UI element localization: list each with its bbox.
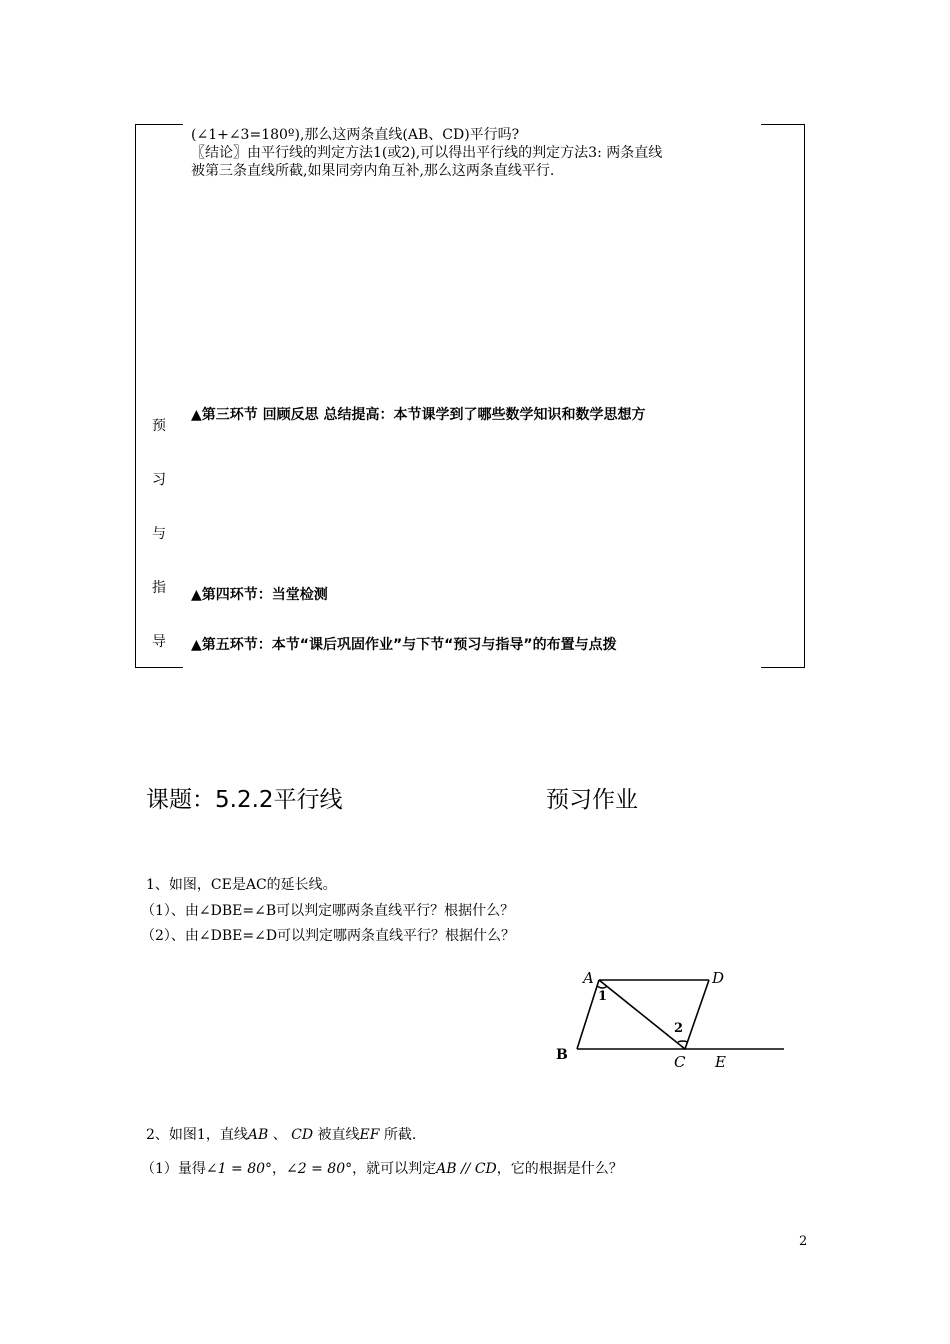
q2-line-ef: EF — [359, 1127, 380, 1143]
q2-pre: 2、如图1，直线 — [146, 1127, 248, 1143]
label-angle-1: 1 — [598, 989, 608, 1004]
q2-comma: ， — [272, 1161, 287, 1177]
q2-line-cd: CD — [291, 1127, 314, 1143]
segment-dc — [685, 980, 709, 1049]
q2-parallel: AB // CD — [436, 1161, 497, 1177]
segment-ac — [599, 980, 685, 1049]
side-char-3: 与 — [152, 526, 166, 542]
angle-1-arc — [597, 986, 607, 988]
page-number: 2 — [799, 1234, 808, 1249]
side-char-2: 习 — [152, 472, 166, 488]
label-a: A — [583, 969, 594, 987]
frame-right-border — [804, 124, 805, 668]
q1-part-2: （2）、由∠DBE=∠D可以判定哪两条直线平行？根据什么？ — [141, 928, 516, 944]
q2-p1-mid: ，就可以判定 — [352, 1161, 437, 1177]
q2-p1-post: ，它的根据是什么？ — [496, 1161, 623, 1177]
frame-bottom-left-tick — [135, 667, 183, 668]
frame-top-right-tick — [761, 124, 805, 125]
q2-line-ab: AB — [247, 1127, 269, 1143]
q2-sep: 、 — [272, 1127, 287, 1143]
label-angle-2: 2 — [674, 1021, 684, 1036]
box-line-2: 〖结论〗由平行线的判定方法1(或2),可以得出平行线的判定方法3: 两条直线 — [191, 145, 663, 161]
q2-angle-2: ∠2 = 80° — [286, 1161, 353, 1177]
frame-top-left-tick — [135, 124, 183, 125]
label-d: D — [712, 969, 725, 987]
label-e: E — [715, 1053, 726, 1071]
section-4-heading: ▲第四环节：当堂检测 — [191, 587, 328, 603]
side-char-5: 导 — [152, 634, 166, 650]
label-b: B — [556, 1047, 568, 1063]
side-char-1: 预 — [152, 418, 166, 434]
box-line-1: (∠1+∠3=180º),那么这两条直线(AB、CD)平行吗? — [191, 127, 520, 143]
segment-ab — [577, 980, 599, 1049]
frame-bottom-right-tick — [761, 667, 805, 668]
side-char-4: 指 — [152, 580, 166, 596]
box-line-3: 被第三条直线所截,如果同旁内角互补,那么这两条直线平行. — [191, 163, 555, 179]
label-c: C — [674, 1053, 686, 1071]
section-3-heading: ▲第三环节 回顾反思 总结提高：本节课学到了哪些数学知识和数学思想方 — [191, 407, 646, 423]
parallelogram-figure — [550, 960, 800, 1080]
frame-left-border — [135, 124, 136, 668]
section-5-heading: ▲第五环节：本节“课后巩固作业”与下节“预习与指导”的布置与点拨 — [191, 637, 617, 653]
q2-part-1 — [141, 1158, 623, 1178]
q1-stem: 1、如图，CE是AC的延长线。 — [146, 877, 337, 893]
homework-title: 预习作业 — [546, 787, 638, 813]
q1-part-1: （1）、由∠DBE=∠B可以判定哪两条直线平行？根据什么？ — [141, 903, 515, 919]
lesson-title: 课题：5.2.2平行线 — [146, 787, 343, 813]
q2-angle-1: ∠1 = 80° — [205, 1161, 273, 1177]
q2-post: 所截. — [383, 1127, 417, 1143]
q2-p1-pre: （1）量得 — [141, 1161, 206, 1177]
q2-stem — [146, 1124, 416, 1144]
q2-mid: 被直线 — [317, 1127, 360, 1143]
angle-2-arc — [678, 1041, 688, 1042]
